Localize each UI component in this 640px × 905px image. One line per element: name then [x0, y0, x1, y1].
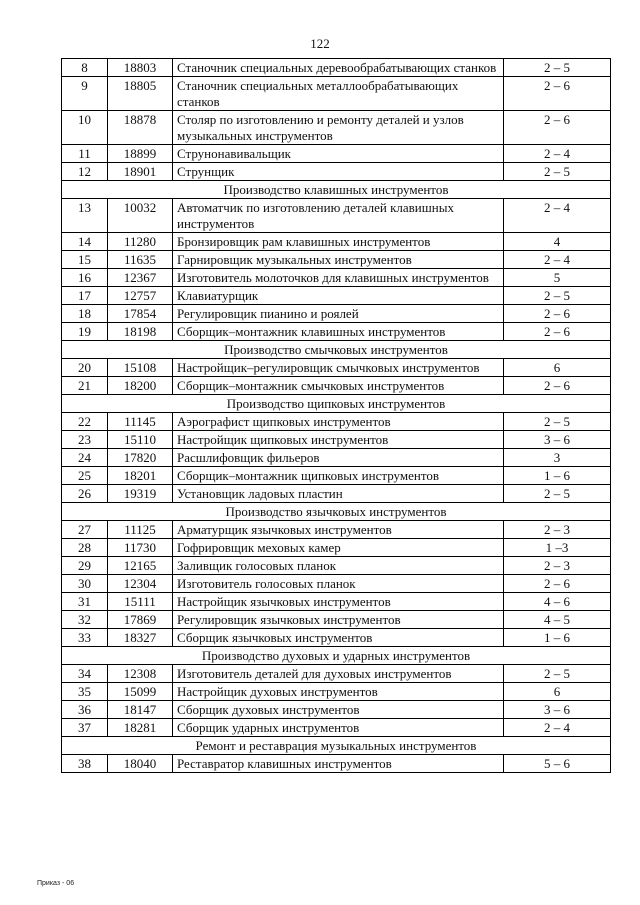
- profession-name: Автоматчик по изготовлению деталей клавишных инструментов: [173, 199, 504, 233]
- profession-name: Арматурщик язычковых инструментов: [173, 521, 504, 539]
- row-number: 23: [62, 431, 108, 449]
- profession-name: Сборщик язычковых инструментов: [173, 629, 504, 647]
- profession-code: 12757: [108, 287, 173, 305]
- profession-name: Реставратор клавишных инструментов: [173, 755, 504, 773]
- grade-range: 5 – 6: [504, 755, 611, 773]
- profession-code: 18899: [108, 145, 173, 163]
- row-number: 8: [62, 59, 108, 77]
- grade-range: 2 – 3: [504, 521, 611, 539]
- row-number: 32: [62, 611, 108, 629]
- row-number: 21: [62, 377, 108, 395]
- profession-code: 18901: [108, 163, 173, 181]
- section-title: Производство щипковых инструментов: [62, 395, 611, 413]
- grade-range: 5: [504, 269, 611, 287]
- table-row: [62, 593, 611, 611]
- grade-range: 4 – 5: [504, 611, 611, 629]
- profession-code: 18147: [108, 701, 173, 719]
- grade-range: 2 – 6: [504, 377, 611, 395]
- grade-range: 6: [504, 359, 611, 377]
- profession-code: 18281: [108, 719, 173, 737]
- table-row: [62, 719, 611, 737]
- professions-table: [61, 58, 611, 773]
- section-title: Производство язычковых инструментов: [62, 503, 611, 521]
- grade-range: 2 – 5: [504, 665, 611, 683]
- table-row: [62, 287, 611, 305]
- table-row: [62, 145, 611, 163]
- profession-code: 15108: [108, 359, 173, 377]
- table-row: [62, 413, 611, 431]
- profession-name: Расшлифовщик фильеров: [173, 449, 504, 467]
- table-row: [62, 575, 611, 593]
- grade-range: 2 – 6: [504, 575, 611, 593]
- profession-name: Настройщик–регулировщик смычковых инструментов: [173, 359, 504, 377]
- profession-name: Станочник специальных деревообрабатывающих станков: [173, 59, 504, 77]
- row-number: 10: [62, 111, 108, 145]
- row-number: 24: [62, 449, 108, 467]
- grade-range: 2 – 4: [504, 145, 611, 163]
- table-row: [62, 629, 611, 647]
- table-row: [62, 701, 611, 719]
- grade-range: 1 – 6: [504, 467, 611, 485]
- table-row: [62, 557, 611, 575]
- grade-range: 3 – 6: [504, 701, 611, 719]
- grade-range: 1 – 6: [504, 629, 611, 647]
- profession-code: 19319: [108, 485, 173, 503]
- section-header-row: [62, 395, 611, 413]
- row-number: 12: [62, 163, 108, 181]
- table-row: [62, 377, 611, 395]
- profession-code: 12367: [108, 269, 173, 287]
- profession-code: 17854: [108, 305, 173, 323]
- grade-range: 2 – 6: [504, 77, 611, 111]
- profession-name: Бронзировщик рам клавишных инструментов: [173, 233, 504, 251]
- grade-range: 1 –3: [504, 539, 611, 557]
- profession-name: Изготовитель деталей для духовых инструментов: [173, 665, 504, 683]
- row-number: 31: [62, 593, 108, 611]
- row-number: 15: [62, 251, 108, 269]
- professions-table-body: [62, 59, 611, 773]
- row-number: 19: [62, 323, 108, 341]
- profession-code: 10032: [108, 199, 173, 233]
- profession-name: Заливщик голосовых планок: [173, 557, 504, 575]
- table-row: [62, 755, 611, 773]
- row-number: 33: [62, 629, 108, 647]
- profession-name: Сборщик ударных инструментов: [173, 719, 504, 737]
- grade-range: 2 – 5: [504, 163, 611, 181]
- row-number: 30: [62, 575, 108, 593]
- section-header-row: [62, 737, 611, 755]
- grade-range: 2 – 6: [504, 305, 611, 323]
- grade-range: 2 – 5: [504, 485, 611, 503]
- table-row: [62, 233, 611, 251]
- grade-range: 4: [504, 233, 611, 251]
- profession-code: 15111: [108, 593, 173, 611]
- grade-range: 2 – 5: [504, 59, 611, 77]
- profession-code: 12165: [108, 557, 173, 575]
- table-row: [62, 485, 611, 503]
- section-header-row: [62, 341, 611, 359]
- row-number: 16: [62, 269, 108, 287]
- section-title: Ремонт и реставрация музыкальных инструментов: [62, 737, 611, 755]
- row-number: 38: [62, 755, 108, 773]
- profession-code: 18200: [108, 377, 173, 395]
- profession-name: Настройщик духовых инструментов: [173, 683, 504, 701]
- table-row: [62, 683, 611, 701]
- table-row: [62, 611, 611, 629]
- profession-code: 18040: [108, 755, 173, 773]
- profession-name: Настройщик щипковых инструментов: [173, 431, 504, 449]
- grade-range: 4 – 6: [504, 593, 611, 611]
- row-number: 29: [62, 557, 108, 575]
- grade-range: 2 – 3: [504, 557, 611, 575]
- table-row: [62, 305, 611, 323]
- profession-code: 17820: [108, 449, 173, 467]
- row-number: 26: [62, 485, 108, 503]
- section-title: Производство духовых и ударных инструментов: [62, 647, 611, 665]
- profession-name: Гофрировщик меховых камер: [173, 539, 504, 557]
- table-row: [62, 59, 611, 77]
- table-row: [62, 77, 611, 111]
- table-row: [62, 431, 611, 449]
- profession-name: Столяр по изготовлению и ремонту деталей и узлов музыкальных инструментов: [173, 111, 504, 145]
- profession-name: Струнщик: [173, 163, 504, 181]
- profession-name: Изготовитель голосовых планок: [173, 575, 504, 593]
- table-row: [62, 467, 611, 485]
- table-row: [62, 359, 611, 377]
- profession-code: 12308: [108, 665, 173, 683]
- profession-name: Аэрографист щипковых инструментов: [173, 413, 504, 431]
- profession-code: 18198: [108, 323, 173, 341]
- profession-name: Гарнировщик музыкальных инструментов: [173, 251, 504, 269]
- profession-code: 11730: [108, 539, 173, 557]
- grade-range: 2 – 4: [504, 719, 611, 737]
- section-header-row: [62, 503, 611, 521]
- row-number: 37: [62, 719, 108, 737]
- profession-name: Регулировщик пианино и роялей: [173, 305, 504, 323]
- profession-code: 12304: [108, 575, 173, 593]
- row-number: 28: [62, 539, 108, 557]
- row-number: 11: [62, 145, 108, 163]
- profession-code: 18805: [108, 77, 173, 111]
- table-row: [62, 269, 611, 287]
- table-row: [62, 199, 611, 233]
- profession-code: 11280: [108, 233, 173, 251]
- profession-name: Сборщик духовых инструментов: [173, 701, 504, 719]
- profession-name: Сборщик–монтажник клавишных инструментов: [173, 323, 504, 341]
- table-row: [62, 521, 611, 539]
- row-number: 34: [62, 665, 108, 683]
- table-row: [62, 111, 611, 145]
- page-number: 122: [310, 36, 330, 51]
- grade-range: 2 – 6: [504, 111, 611, 145]
- profession-name: Сборщик–монтажник щипковых инструментов: [173, 467, 504, 485]
- table-row: [62, 251, 611, 269]
- profession-name: Сборщик–монтажник смычковых инструментов: [173, 377, 504, 395]
- profession-code: 18201: [108, 467, 173, 485]
- profession-code: 18327: [108, 629, 173, 647]
- section-title: Производство клавишных инструментов: [62, 181, 611, 199]
- grade-range: 6: [504, 683, 611, 701]
- row-number: 35: [62, 683, 108, 701]
- grade-range: 3 – 6: [504, 431, 611, 449]
- table-row: [62, 323, 611, 341]
- profession-code: 11635: [108, 251, 173, 269]
- profession-name: Настройщик язычковых инструментов: [173, 593, 504, 611]
- table-row: [62, 539, 611, 557]
- table-row: [62, 449, 611, 467]
- row-number: 25: [62, 467, 108, 485]
- grade-range: 2 – 4: [504, 199, 611, 233]
- row-number: 27: [62, 521, 108, 539]
- table-row: [62, 665, 611, 683]
- footer-label: Приказ - 06: [37, 880, 75, 887]
- profession-name: Клавиатурщик: [173, 287, 504, 305]
- profession-code: 15110: [108, 431, 173, 449]
- grade-range: 2 – 4: [504, 251, 611, 269]
- profession-code: 17869: [108, 611, 173, 629]
- profession-code: 11145: [108, 413, 173, 431]
- profession-name: Установщик ладовых пластин: [173, 485, 504, 503]
- row-number: 14: [62, 233, 108, 251]
- row-number: 17: [62, 287, 108, 305]
- profession-name: Струнонавивальщик: [173, 145, 504, 163]
- grade-range: 2 – 5: [504, 413, 611, 431]
- profession-code: 18878: [108, 111, 173, 145]
- row-number: 13: [62, 199, 108, 233]
- profession-code: 18803: [108, 59, 173, 77]
- table-row: [62, 163, 611, 181]
- grade-range: 3: [504, 449, 611, 467]
- grade-range: 2 – 6: [504, 323, 611, 341]
- profession-name: Станочник специальных металлообрабатывающих станков: [173, 77, 504, 111]
- row-number: 20: [62, 359, 108, 377]
- row-number: 22: [62, 413, 108, 431]
- profession-code: 15099: [108, 683, 173, 701]
- profession-code: 11125: [108, 521, 173, 539]
- profession-name: Изготовитель молоточков для клавишных инструментов: [173, 269, 504, 287]
- row-number: 9: [62, 77, 108, 111]
- section-header-row: [62, 647, 611, 665]
- section-header-row: [62, 181, 611, 199]
- row-number: 18: [62, 305, 108, 323]
- grade-range: 2 – 5: [504, 287, 611, 305]
- section-title: Производство смычковых инструментов: [62, 341, 611, 359]
- row-number: 36: [62, 701, 108, 719]
- profession-name: Регулировщик язычковых инструментов: [173, 611, 504, 629]
